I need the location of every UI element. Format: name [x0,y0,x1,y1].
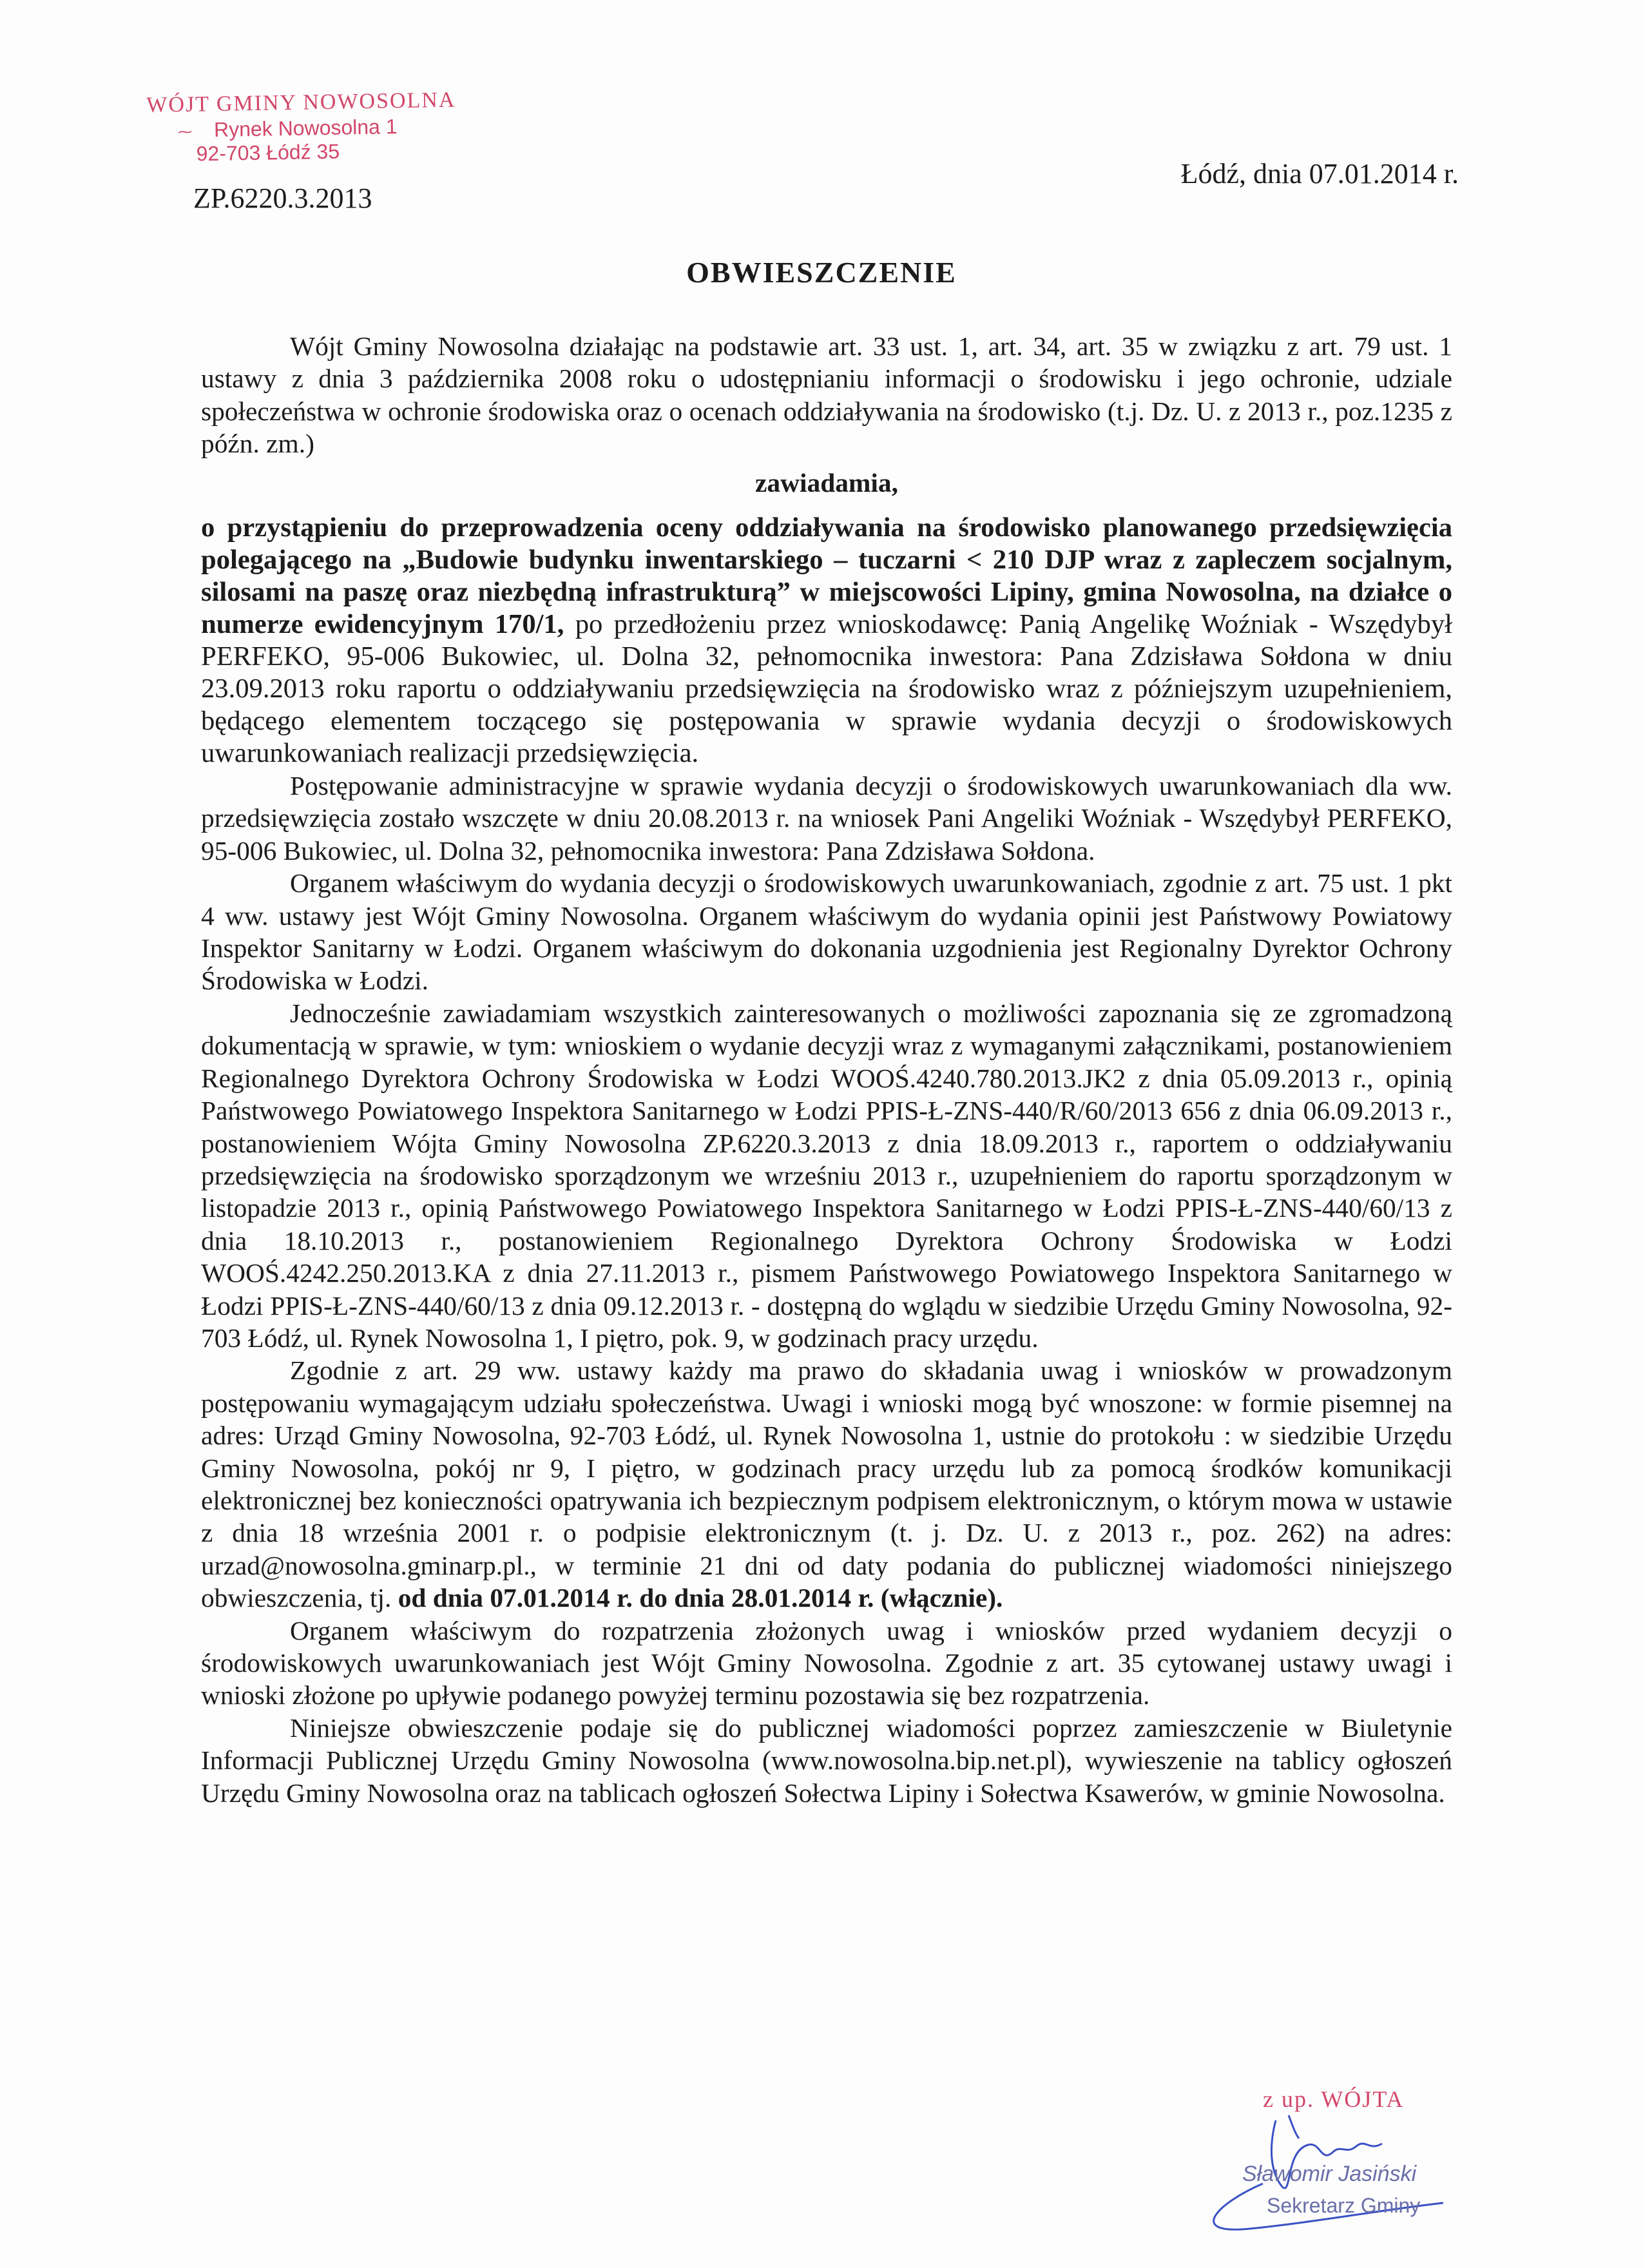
paragraph-remarks [201,1354,1452,1614]
signatory-role: Sekretarz Gminy [1267,2194,1421,2217]
announce-heading: zawiadamia, [755,467,898,498]
intro-paragraph: Wójt Gminy Nowosolna działając na podstawie art. 33 ust. 1, art. 34, art. 35 w związku z art. 79 ust. 1 ustawy z dnia 3 października 2008 roku o udostępnianiu informacji o środowisku i jego ochronie, udziale społeczeństwa w ochronie środowiska oraz o ocenach oddziaływania na środowisko (t.j. Dz. U. z 2013 r., poz.1235 z późn. zm.) [201,331,1452,459]
remarks-deadline: od dnia 07.01.2014 r. do dnia 28.01.2014 r. (włącznie). [398,1583,1003,1613]
subject-bold-text: o przystąpieniu do przeprowadzenia oceny oddziaływania na środowisko planowanego przedsięwzięcia polegającego na „Budowie budynku inwentarskiego – tuczarni < 210 DJP wraz z zapleczem socjalnym, silosami na paszę oraz niezbędną infrastrukturą” w miejscowości Lipiny, gmina Nowosolna, na działce o numerze ewidencyjnym 170/1, [201,512,1452,640]
paragraph-documentation: Jednocześnie zawiadamiam wszystkich zainteresowanych o możliwości zapoznania się ze zgromadzoną dokumentacją w sprawie, w tym: wnioskiem o wydanie decyzji wraz z wymaganymi załącznikami, postanowieniem Regionalnego Dyrektora Ochrony Środowiska w Łodzi WOOŚ.4240.780.2013.JK2 z dnia 05.09.2013 r., opinią Państwowego Powiatowego Inspektora Sanitarnego w Łodzi PPIS-Ł-ZNS-440/R/60/2013 656 z dnia 06.09.2013 r., postanowieniem Wójta Gminy Nowosolna ZP.6220.3.2013 z dnia 18.09.2013 r., raportem o oddziaływaniu przedsięwzięcia na środowisko sporządzonym we wrześniu 2013 r., uzupełnieniem do raportu sporządzonym w listopadzie 2013 r., opinią Państwowego Powiatowego Inspektora Sanitarnego w Łodzi PPIS-Ł-ZNS-440/60/13 z dnia 18.10.2013 r., postanowieniem Regionalnego Dyrektora Ochrony Środowiska w Łodzi WOOŚ.4242.250.2013.KA z dnia 27.11.2013 r., pismem Państwowego Powiatowego Inspektora Sanitarnego w Łodzi PPIS-Ł-ZNS-440/60/13 z dnia 09.12.2013 r. - dostępną do wglądu w siedzibie Urzędu Gminy Nowosolna, 92-703 Łódź, ul. Rynek Nowosolna 1, I piętro, pok. 9, w godzinach pracy urzędu. [201,998,1452,1353]
document-title: OBWIESZCZENIE [686,256,957,289]
office-stamp [146,87,508,167]
remarks-text: Zgodnie z art. 29 ww. ustawy każdy ma prawo do składania uwag i wniosków w prowadzonym postępowaniu wymagającym udziału społeczeństwa. Uwagi i wnioski mogą być wnoszone: w formie pisemnej na adres: Urząd Gminy Nowosolna, 92-703 Łódź, ul. Rynek Nowosolna 1, ustnie do protokołu : w siedzibie Urzędu Gminy Nowosolna, pokój nr 9, I piętro, w godzinach pracy urzędu lub za pomocą środków komunikacji elektronicznej bez konieczności opatrywania ich bezpiecznym podpisem elektronicznym, o którym mowa w ustawie z dnia 18 września 2001 r. o podpisie elektronicznym (t. j. Dz. U. z 2013 r., poz. 262) na adres: urzad@nowosolna.gminarp.pl., w terminie 21 dni od daty podania do publicznej wiadomości niniejszego obwieszczenia, tj. [201,1355,1452,1613]
stamp-office-name: WÓJT GMINY NOWOSOLNA [146,88,456,117]
date-line: Łódź, dnia 07.01.2014 r. [1180,158,1459,189]
stamp-mark-icon: ⁓ [177,123,193,141]
paragraph-authority: Organem właściwym do wydania decyzji o środowiskowych uwarunkowaniach, zgodnie z art. 75 ust. 1 pkt 4 ww. ustawy jest Wójt Gminy Nowosolna. Organem właściwym do wydania opinii jest Państwowy Powiatowy Inspektor Sanitarny w Łodzi. Organem właściwym do dokonania uzgodnienia jest Regionalny Dyrektor Ochrony Środowiska w Łodzi. [201,868,1452,996]
signatory-name: Sławomir Jasiński [1242,2162,1417,2186]
stamp-street: Rynek Nowosolna 1 [213,115,398,142]
signature-authority-label: z up. WÓJTA [1263,2086,1405,2112]
signature-block [1173,2074,1495,2242]
paragraph-proceedings: Postępowanie administracyjne w sprawie wydania decyzji o środowiskowych uwarunkowaniach dla ww. przedsięwzięcia zostało wszczęte w dniu 20.08.2013 r. na wniosek Pani Angeliki Woźniak - Wszędybył PERFEKO, 95-006 Bukowiec, ul. Dolna 32, pełnomocnika inwestora: Pana Zdzisława Sołdona. [201,771,1452,866]
paragraph-review-authority: Organem właściwym do rozpatrzenia złożonych uwag i wniosków przed wydaniem decyzji o środowiskowych uwarunkowaniach jest Wójt Gminy Nowosolna. Zgodnie z art. 35 cytowanej ustawy uwagi i wnioski złożone po upływie podanego powyżej terminu pozostawia się bez rozpatrzenia. [201,1615,1452,1711]
subject-paragraph [201,512,1452,770]
paragraph-publication: Niniejsze obwieszczenie podaje się do publicznej wiadomości poprzez zamieszczenie w Biuletynie Informacji Publicznej Urzędu Gminy Nowosolna (www.nowosolna.bip.net.pl), wywieszenie na tablicy ogłoszeń Urzędu Gminy Nowosolna oraz na tablicach ogłoszeń Sołectwa Lipiny i Sołectwa Ksawerów, w gminie Nowosolna. [201,1712,1452,1808]
document-body [201,330,1452,1809]
subject-continuation: po przedłożeniu przez wnioskodawcę: Panią Angelikę Woźniak - Wszędybył PERFEKO, 95-006 Bukowiec, ul. Dolna 32, pełnomocnika inwestora: Pana Zdzisława Sołdona w dniu 23.09.2013 roku raportu o oddziaływaniu przedsięwzięcia na środowisko wraz z późniejszym uzupełnieniem, będącego elementem toczącego się postępowania w sprawie wydania decyzji o środowiskowych uwarunkowaniach realizacji przedsięwzięcia. [201,609,1452,769]
stamp-postal: 92-703 Łódź 35 [196,139,340,166]
reference-number: ZP.6220.3.2013 [193,182,372,214]
